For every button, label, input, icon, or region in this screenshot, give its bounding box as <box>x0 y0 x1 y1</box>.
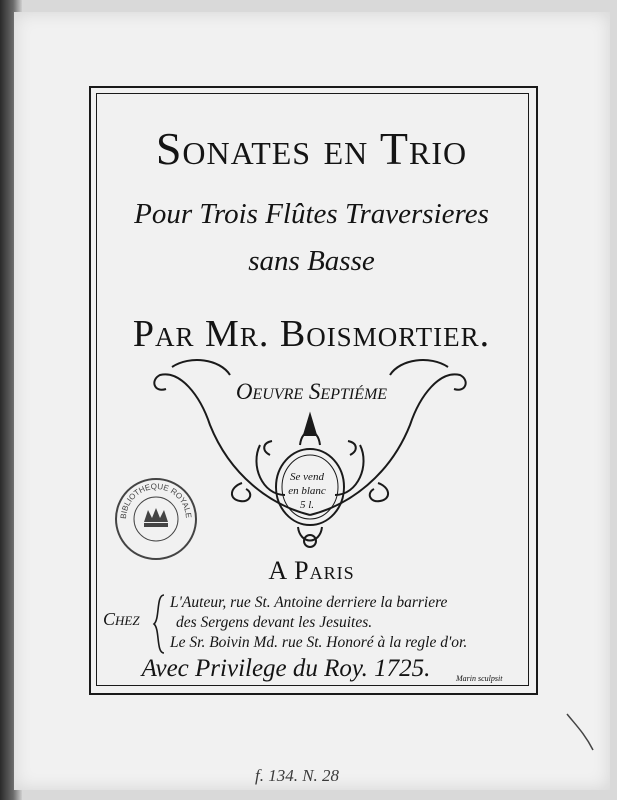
subtitle-line-2: sans Basse <box>248 245 375 277</box>
shelfmark: f. 134. N. 28 <box>255 766 340 785</box>
subtitle-line-1: Pour Trois Flûtes Traversieres <box>134 198 489 230</box>
price-line-1: Se vend <box>290 471 324 483</box>
address-line-3: Le Sr. Boivin Md. rue St. Honoré à la regle d'or. <box>170 634 468 651</box>
library-stamp <box>113 476 199 562</box>
curly-brace-icon <box>152 593 166 655</box>
author-line: Par Mr. Boismortier. <box>132 313 491 355</box>
price-line-3: 5 l. <box>299 499 315 511</box>
address-line-1: L'Auteur, rue St. Antoine derriere la barriere <box>170 594 448 611</box>
stamp-text: BIBLIOTHEQUE ROYALE <box>118 481 194 520</box>
publication-city: A Paris <box>268 556 355 585</box>
address-line-2: des Sergens devant les Jesuites. <box>176 614 373 631</box>
crown-icon <box>144 508 168 522</box>
chez-label: Chez <box>103 609 140 629</box>
paper-stain <box>565 712 595 752</box>
page-title: Sonates en Trio <box>155 123 468 174</box>
price-line-2: en blanc <box>288 485 326 497</box>
engraver-credit: Marin sculpsit <box>456 674 503 683</box>
opus-number: Oeuvre Septiéme <box>235 379 388 404</box>
privilege-line: Avec Privilege du Roy. 1725. <box>141 655 431 682</box>
